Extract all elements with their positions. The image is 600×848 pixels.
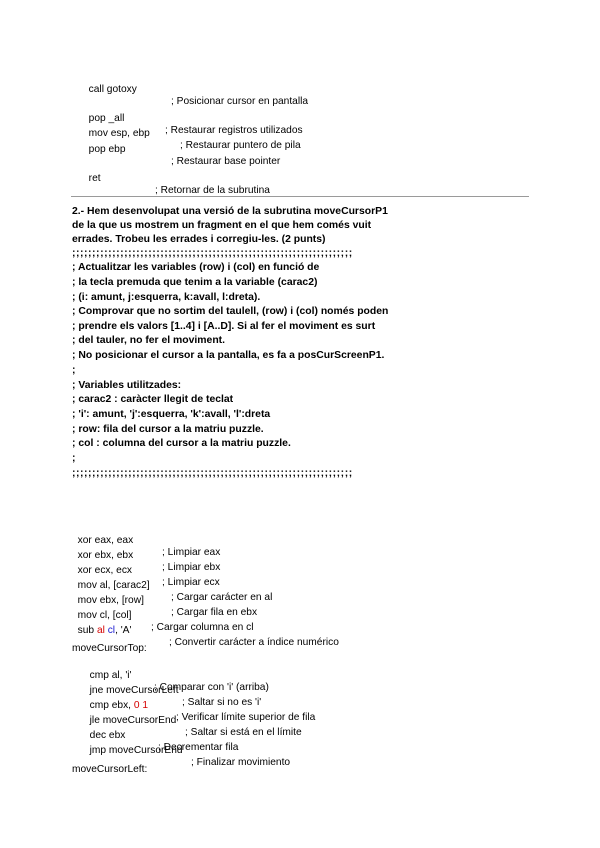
horizontal-rule	[71, 196, 529, 197]
code-comment: ; Saltar si no es 'i'	[182, 697, 262, 708]
exercise-line: ;;;;;;;;;;;;;;;;;;;;;;;;;;;;;;;;;;;;;;;;;;;;;;;;;;;;;;;;;;;;;;;;;;;;;;	[72, 248, 353, 259]
exercise-line: ; prendre els valors [1..4] i [A..D]. Si al fer el moviment es surt	[72, 321, 376, 332]
exercise-line: 2.- Hem desenvolupat una versió de la subrutina moveCursorP1	[72, 206, 388, 217]
code-text: xor ecx, ecx	[77, 565, 133, 576]
code-text: xor ebx, ebx	[77, 550, 134, 561]
code-text: call gotoxy	[88, 84, 137, 95]
code-text: mov cl, [col]	[77, 610, 132, 621]
exercise-line: ; (i: amunt, j:esquerra, k:avall, l:dreta).	[72, 292, 261, 303]
code-text: mov esp, ebp	[88, 128, 150, 139]
code-comment: ; Decrementar fila	[158, 742, 239, 753]
code-comment: ; Retornar de la subrutina	[155, 185, 270, 196]
exercise-line: ; row: fila del cursor a la matriu puzzle.	[72, 424, 264, 435]
exercise-line: ;	[72, 365, 76, 376]
code-comment: ; Restaurar registros utilizados	[165, 125, 303, 136]
code-text: mov al, [carac2]	[77, 580, 150, 591]
code-comment: ; Limpiar eax	[162, 547, 221, 558]
code-comment: ; Limpiar ecx	[162, 577, 220, 588]
exercise-line: ; Comprovar que no sortim del taulell, (row) i (col) només poden	[72, 306, 389, 317]
exercise-line: ; Variables utilitzades:	[72, 380, 182, 391]
exercise-line: ;;;;;;;;;;;;;;;;;;;;;;;;;;;;;;;;;;;;;;;;;;;;;;;;;;;;;;;;;;;;;;;;;;;;;;	[72, 468, 353, 479]
code-text: , 'A'	[115, 625, 132, 636]
code-text: jle moveCursorEnd	[89, 715, 177, 726]
code-label: moveCursorLeft:	[72, 764, 148, 775]
exercise-line: ; carac2 : caràcter llegit de teclat	[72, 394, 234, 405]
code-label: moveCursorTop:	[72, 643, 147, 654]
code-op: sub	[77, 625, 97, 636]
code-comment: ; Saltar si está en el límite	[185, 727, 302, 738]
code-text: jmp moveCursorEnd	[89, 745, 183, 756]
code-text: cmp al, 'i'	[89, 670, 132, 681]
exercise-line: ;	[72, 453, 76, 464]
exercise-line: ; la tecla premuda que tenim a la variable (carac2)	[72, 277, 318, 288]
code-text: mov ebx, [row]	[77, 595, 144, 606]
exercise-line: ; del tauler, no fer el moviment.	[72, 335, 226, 346]
code-comment: ; Comparar con 'i' (arriba)	[154, 682, 269, 693]
exercise-line: ; No posicionar el cursor a la pantalla, es fa a posCurScreenP1.	[72, 350, 385, 361]
exercise-line: errades. Trobeu les errades i corregiu-les. (2 punts)	[72, 234, 326, 245]
code-line	[83, 161, 270, 197]
code-comment: ; Verificar límite superior de fila	[176, 712, 316, 723]
code-comment: ; Convertir carácter a índice numérico	[169, 637, 339, 648]
code-comment: ; Cargar columna en cl	[151, 622, 254, 633]
highlighted-register: al	[96, 625, 105, 636]
code-text: cmp ebx,	[89, 700, 134, 711]
highlighted-number: 0 1	[133, 700, 149, 711]
code-text: xor eax, eax	[77, 535, 134, 546]
code-text: dec ebx	[89, 730, 126, 741]
exercise-line: ; 'i': amunt, 'j':esquerra, 'k':avall, 'l':dreta	[72, 409, 271, 420]
code-comment: ; Restaurar puntero de pila	[180, 140, 301, 151]
code-comment: ; Limpiar ebx	[162, 562, 221, 573]
exercise-line: de la que us mostrem un fragment en el que hem comés vuit	[72, 220, 372, 231]
code-text: pop ebp	[88, 144, 126, 155]
code-comment: ; Restaurar base pointer	[171, 156, 281, 167]
code-text: cl	[104, 625, 116, 636]
exercise-line: ; Actualitzar les variables (row) i (col) en funció de	[72, 262, 320, 273]
exercise-line: ; col : columna del cursor a la matriu puzzle.	[72, 438, 291, 449]
code-comment: ; Cargar fila en ebx	[171, 607, 258, 618]
code-text: jne moveCursorLeft	[89, 685, 179, 696]
code-text: ret	[88, 173, 101, 184]
code-comment: ; Finalizar movimiento	[191, 757, 291, 768]
code-text: pop _all	[88, 113, 125, 124]
code-comment: ; Cargar carácter en al	[171, 592, 273, 603]
code-comment: ; Posicionar cursor en pantalla	[171, 96, 309, 107]
